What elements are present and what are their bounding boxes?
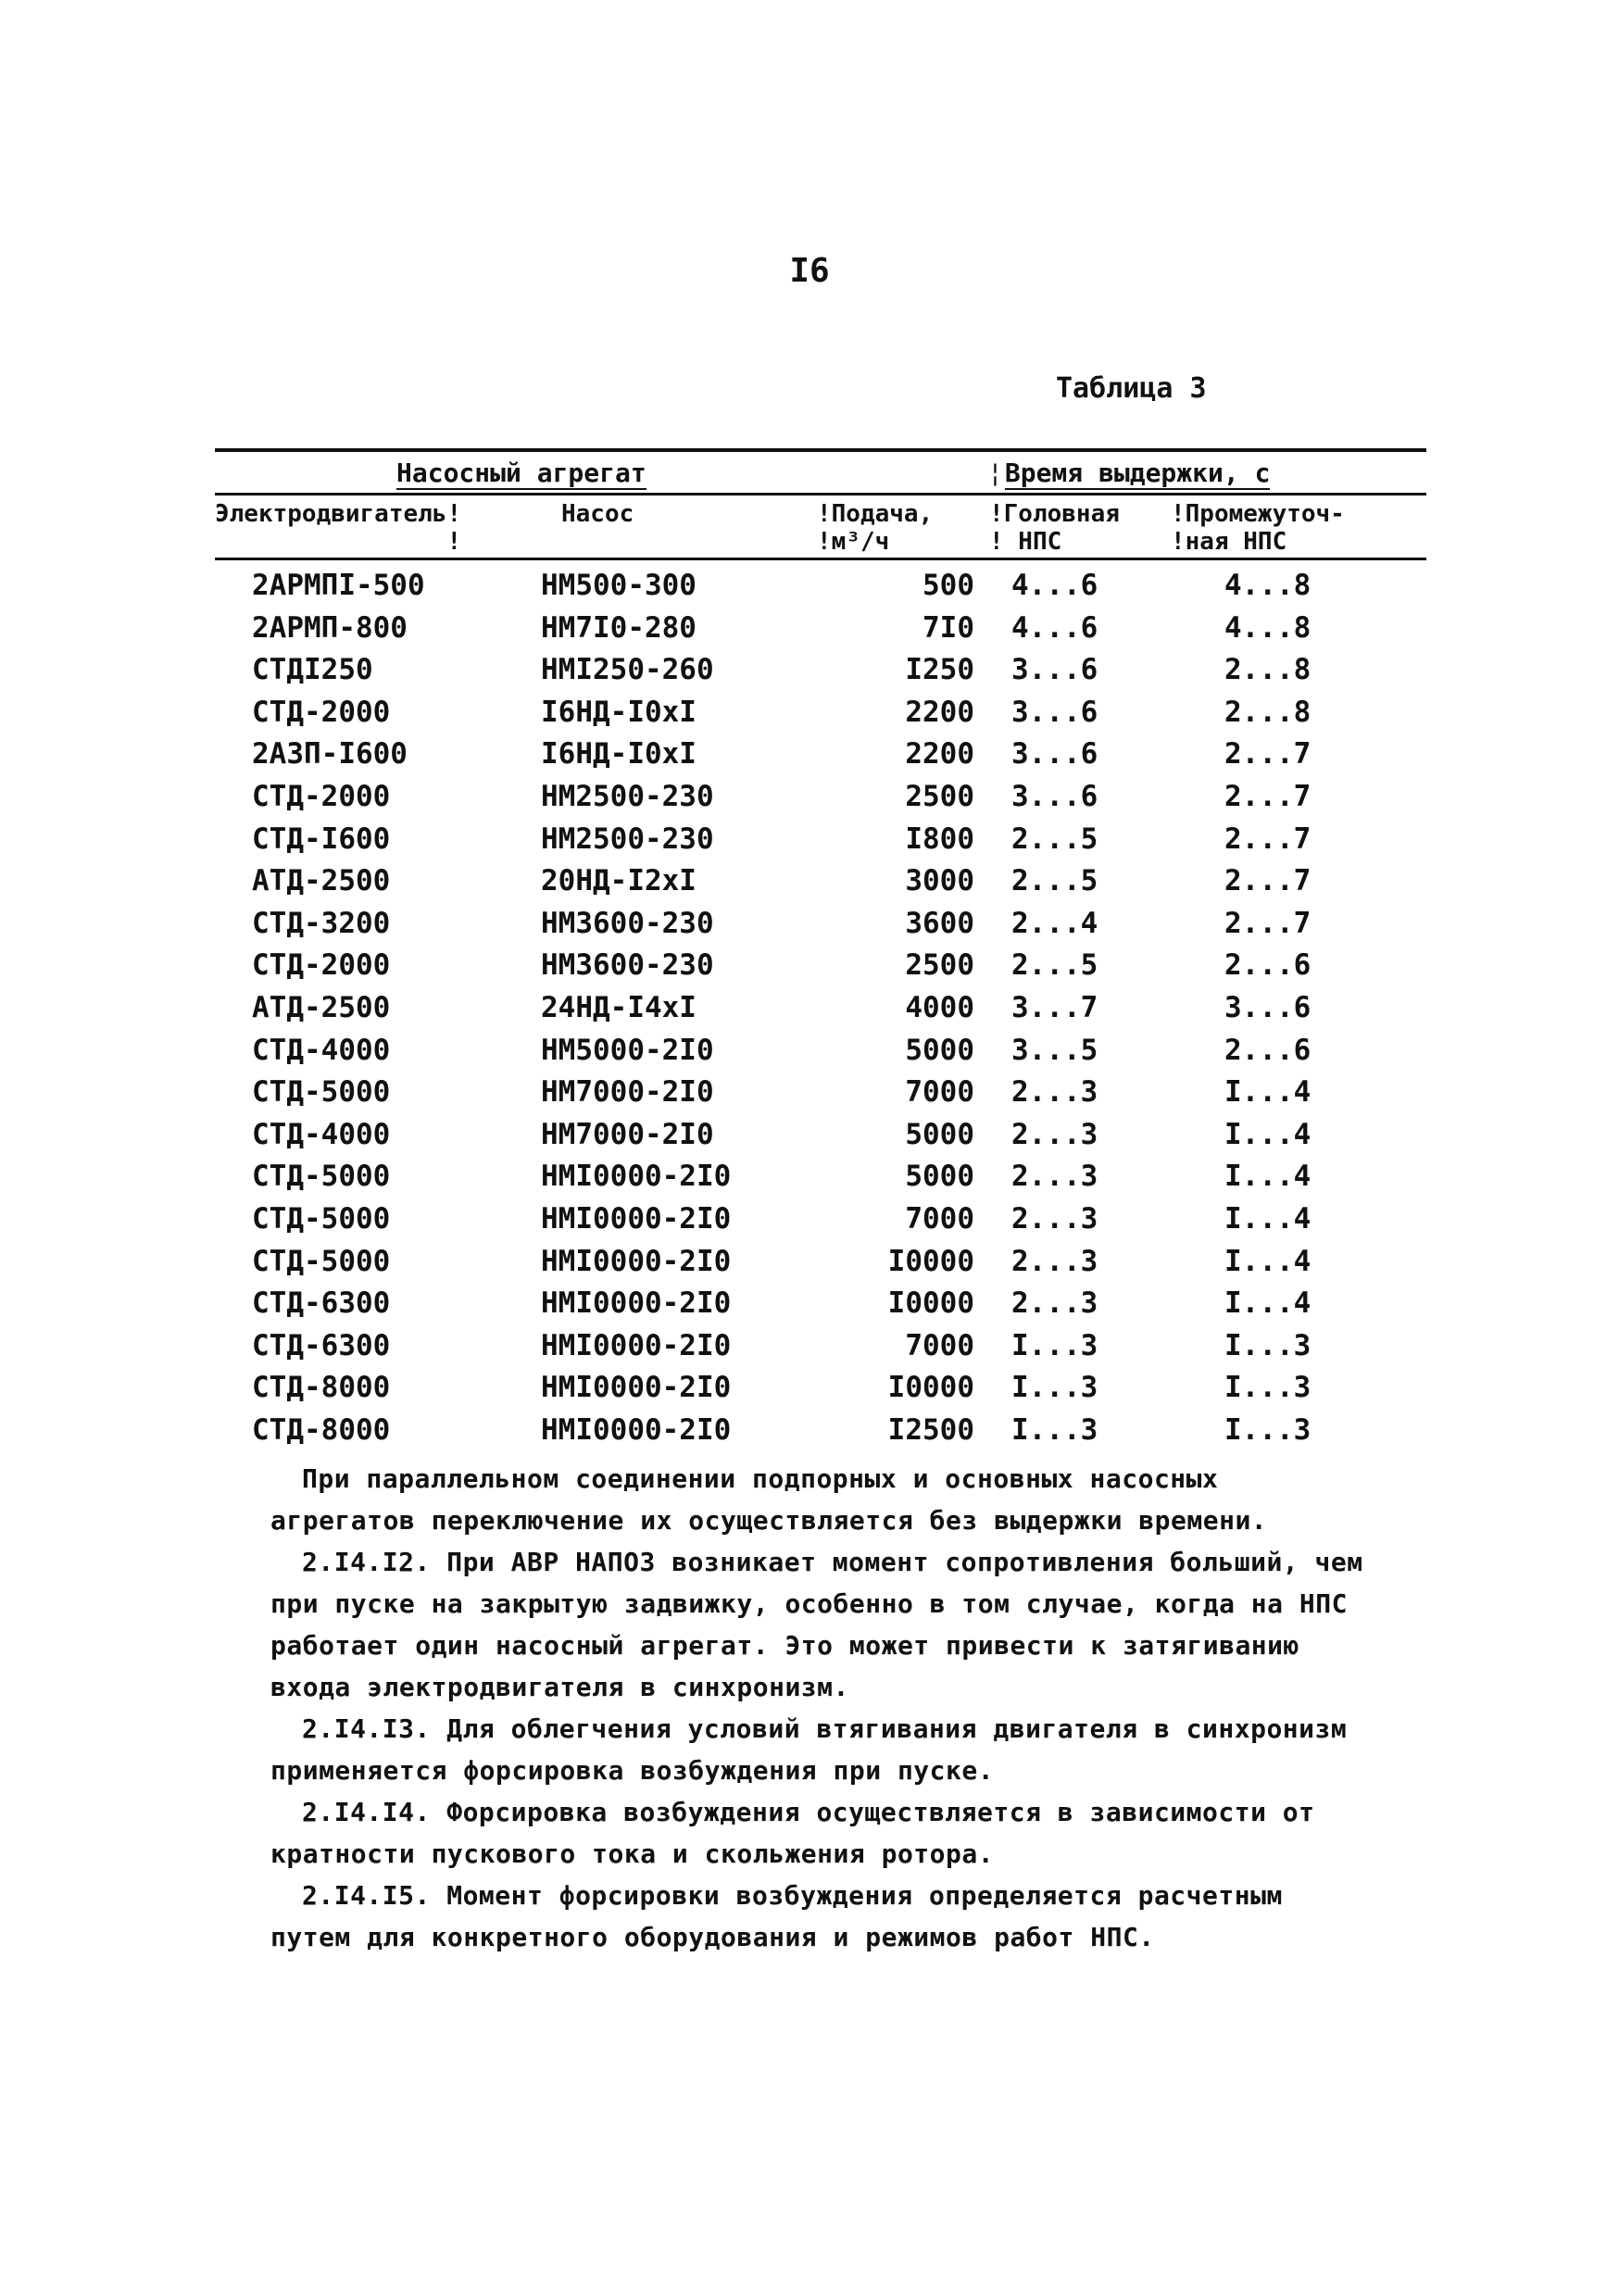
motor-cell: СТД-2000 (252, 695, 391, 729)
motor-cell: СТД-5000 (252, 1244, 391, 1278)
body-text (270, 1458, 1367, 1958)
intermediate-station-cell: 2...7 (1224, 906, 1312, 940)
flow-cell: 3000 (905, 864, 974, 898)
table-body (215, 567, 1426, 1453)
head-station-cell: 3...6 (1011, 653, 1098, 687)
intermediate-station-cell: 4...8 (1224, 610, 1312, 645)
table-row (215, 862, 1426, 905)
head-station-cell: 2...3 (1011, 1244, 1098, 1278)
pump-cell: I6НД-I0хI (541, 695, 697, 729)
head-station-cell: 3...6 (1011, 779, 1098, 813)
head-station-cell: 3...6 (1011, 695, 1098, 729)
intermediate-station-cell: 2...7 (1224, 737, 1312, 772)
flow-cell: 5000 (905, 1033, 974, 1067)
head-station-cell: 2...3 (1011, 1075, 1098, 1110)
head-station-cell: 3...6 (1011, 737, 1098, 772)
pump-cell: НМI0000-2I0 (541, 1328, 732, 1362)
flow-cell: 2500 (905, 779, 974, 813)
flow-cell: 5000 (905, 1117, 974, 1151)
table-row (215, 567, 1426, 609)
table-caption: Таблица 3 (1056, 372, 1207, 405)
motor-cell: СТД-6300 (252, 1286, 391, 1321)
flow-cell: 2200 (905, 737, 974, 772)
intermediate-station-cell: 4...8 (1224, 569, 1312, 602)
motor-cell: СТД-I600 (252, 822, 391, 856)
motor-cell: СТД-5000 (252, 1160, 391, 1194)
table-row (215, 1158, 1426, 1200)
motor-cell: АТД-2500 (252, 864, 391, 898)
head-station-cell: 2...3 (1011, 1286, 1098, 1321)
pump-cell: НМI0000-2I0 (541, 1160, 732, 1194)
table-top-rule (215, 448, 1426, 452)
page-number: I6 (789, 252, 830, 290)
motor-cell: СТДI250 (252, 653, 373, 687)
head-station-cell: I...3 (1011, 1371, 1098, 1405)
pump-cell: НМ500-300 (541, 569, 697, 602)
flow-cell: I0000 (887, 1286, 974, 1321)
table-row (215, 609, 1426, 652)
table-row (215, 694, 1426, 736)
intermediate-station-cell: 2...6 (1224, 948, 1312, 983)
pump-cell: НМI250-260 (541, 653, 714, 687)
column-header-flow: !Подача, !м³/ч (817, 500, 934, 556)
table-header-divider (215, 493, 1426, 496)
motor-cell: СТД-2000 (252, 779, 391, 813)
intermediate-station-cell: I...4 (1224, 1201, 1312, 1236)
pump-cell: 20НД-I2хI (541, 864, 697, 898)
table-row (215, 1073, 1426, 1116)
pump-cell: НМ5000-2I0 (541, 1033, 714, 1067)
pump-cell: НМ3600-230 (541, 948, 714, 983)
table-row (215, 1285, 1426, 1327)
flow-cell: 7I0 (922, 610, 974, 645)
intermediate-station-cell: I...3 (1224, 1371, 1312, 1405)
flow-cell: 3600 (905, 906, 974, 940)
pump-cell: НМ7000-2I0 (541, 1075, 714, 1110)
table-row (215, 989, 1426, 1032)
flow-cell: 5000 (905, 1160, 974, 1194)
intermediate-station-cell: I...4 (1224, 1160, 1312, 1194)
motor-cell: СТД-6300 (252, 1328, 391, 1362)
table-row (215, 1200, 1426, 1243)
head-station-cell: 2...3 (1011, 1160, 1098, 1194)
intermediate-station-cell: I...4 (1224, 1286, 1312, 1321)
table-row (215, 778, 1426, 821)
intermediate-station-cell: 2...6 (1224, 1033, 1312, 1067)
column-header-motor: Электродвигатель! ! (215, 500, 462, 556)
motor-cell: СТД-5000 (252, 1075, 391, 1110)
table-row (215, 1327, 1426, 1370)
pump-cell: НМI0000-2I0 (541, 1371, 732, 1405)
head-station-cell: I...3 (1011, 1412, 1098, 1447)
intermediate-station-cell: 2...7 (1224, 779, 1312, 813)
head-station-cell: 2...5 (1011, 822, 1098, 856)
head-station-cell: 2...5 (1011, 948, 1098, 983)
intermediate-station-cell: I...3 (1224, 1328, 1312, 1362)
head-station-cell: 3...5 (1011, 1033, 1098, 1067)
intermediate-station-cell: 2...8 (1224, 653, 1312, 687)
intermediate-station-cell: I...3 (1224, 1412, 1312, 1447)
pump-cell: НМ2500-230 (541, 822, 714, 856)
pump-cell: 24НД-I4хI (541, 990, 697, 1024)
table-row (215, 1243, 1426, 1286)
group-header-pump-unit: Насосный агрегат (396, 458, 646, 488)
table-row (215, 1116, 1426, 1159)
intermediate-station-cell: 2...7 (1224, 822, 1312, 856)
table-row (215, 947, 1426, 989)
head-station-cell: 3...7 (1011, 990, 1098, 1024)
head-station-cell: I...3 (1011, 1328, 1098, 1362)
flow-cell: 2500 (905, 948, 974, 983)
motor-cell: СТД-8000 (252, 1412, 391, 1447)
paragraph: 2.I4.I5. Момент форсировки возбуждения определяется расчетным путем для конкретного оборудования и режимов работ НПС. (270, 1880, 1283, 1952)
flow-cell: 2200 (905, 695, 974, 729)
pump-cell: НМI0000-2I0 (541, 1244, 732, 1278)
head-station-cell: 2...3 (1011, 1117, 1098, 1151)
motor-cell: СТД-4000 (252, 1117, 391, 1151)
table-row (215, 1369, 1426, 1411)
motor-cell: СТД-4000 (252, 1033, 391, 1067)
motor-cell: 2АРМПI-500 (252, 569, 425, 602)
flow-cell: I0000 (887, 1371, 974, 1405)
table-row (215, 821, 1426, 863)
motor-cell: СТД-3200 (252, 906, 391, 940)
table-body-divider (215, 558, 1426, 560)
paragraph: 2.I4.I4. Форсировка возбуждения осуществляется в зависимости от кратности пускового тока и скольжения ротора. (270, 1797, 1315, 1869)
head-station-cell: 4...6 (1011, 610, 1098, 645)
pump-cell: НМ3600-230 (541, 906, 714, 940)
column-header-intermediate-station: !Промежуточ- !ная НПС (1171, 500, 1345, 556)
motor-cell: СТД-2000 (252, 948, 391, 983)
column-header-pump: Насос (561, 500, 634, 528)
flow-cell: I250 (905, 653, 974, 687)
pump-cell: НМ7000-2I0 (541, 1117, 714, 1151)
paragraph: При параллельном соединении подпорных и основных насосных агрегатов переключение их осуществляется без выдержки времени. (270, 1463, 1268, 1536)
intermediate-station-cell: I...4 (1224, 1075, 1312, 1110)
motor-cell: СТД-8000 (252, 1371, 391, 1405)
pump-cell: НМ7I0-280 (541, 610, 697, 645)
paragraph: 2.I4.I2. При АВР НАПОЗ возникает момент сопротивления больший, чем при пуске на закрытую задвижку, особенно в том случае, когда на НПС работает один насосный агрегат. Это может привести к затягиванию входа электродвигателя в синхронизм. (270, 1547, 1363, 1702)
flow-cell: 7000 (905, 1201, 974, 1236)
flow-cell: 4000 (905, 990, 974, 1024)
intermediate-station-cell: I...4 (1224, 1117, 1312, 1151)
head-station-cell: 2...5 (1011, 864, 1098, 898)
pump-cell: НМI0000-2I0 (541, 1201, 732, 1236)
table-row (215, 735, 1426, 778)
intermediate-station-cell: 2...7 (1224, 864, 1312, 898)
pump-cell: НМI0000-2I0 (541, 1412, 732, 1447)
flow-cell: 7000 (905, 1328, 974, 1362)
paragraph: 2.I4.I3. Для облегчения условий втягивания двигателя в синхронизм применяется форсировка возбуждения при пуске. (270, 1713, 1348, 1786)
intermediate-station-cell: 2...8 (1224, 695, 1312, 729)
motor-cell: АТД-2500 (252, 990, 391, 1024)
pump-cell: НМI0000-2I0 (541, 1286, 732, 1321)
flow-cell: I0000 (887, 1244, 974, 1278)
flow-cell: 7000 (905, 1075, 974, 1110)
motor-cell: 2АЗП-I600 (252, 737, 408, 772)
intermediate-station-cell: I...4 (1224, 1244, 1312, 1278)
pump-cell: НМ2500-230 (541, 779, 714, 813)
flow-cell: I800 (905, 822, 974, 856)
group-header-delay-time: ¦ Время выдержки, с (987, 458, 1270, 488)
head-station-cell: 2...3 (1011, 1201, 1098, 1236)
pump-cell: I6НД-I0хI (541, 737, 697, 772)
head-station-cell: 2...4 (1011, 906, 1098, 940)
flow-cell: 500 (922, 569, 974, 602)
table-row (215, 1032, 1426, 1074)
motor-cell: 2АРМП-800 (252, 610, 408, 645)
flow-cell: I2500 (887, 1412, 974, 1447)
table-row (215, 905, 1426, 947)
table-row (215, 651, 1426, 694)
column-header-head-station: !Головная ! НПС (989, 500, 1120, 556)
motor-cell: СТД-5000 (252, 1201, 391, 1236)
table-row (215, 1411, 1426, 1454)
head-station-cell: 4...6 (1011, 569, 1098, 602)
intermediate-station-cell: 3...6 (1224, 990, 1312, 1024)
